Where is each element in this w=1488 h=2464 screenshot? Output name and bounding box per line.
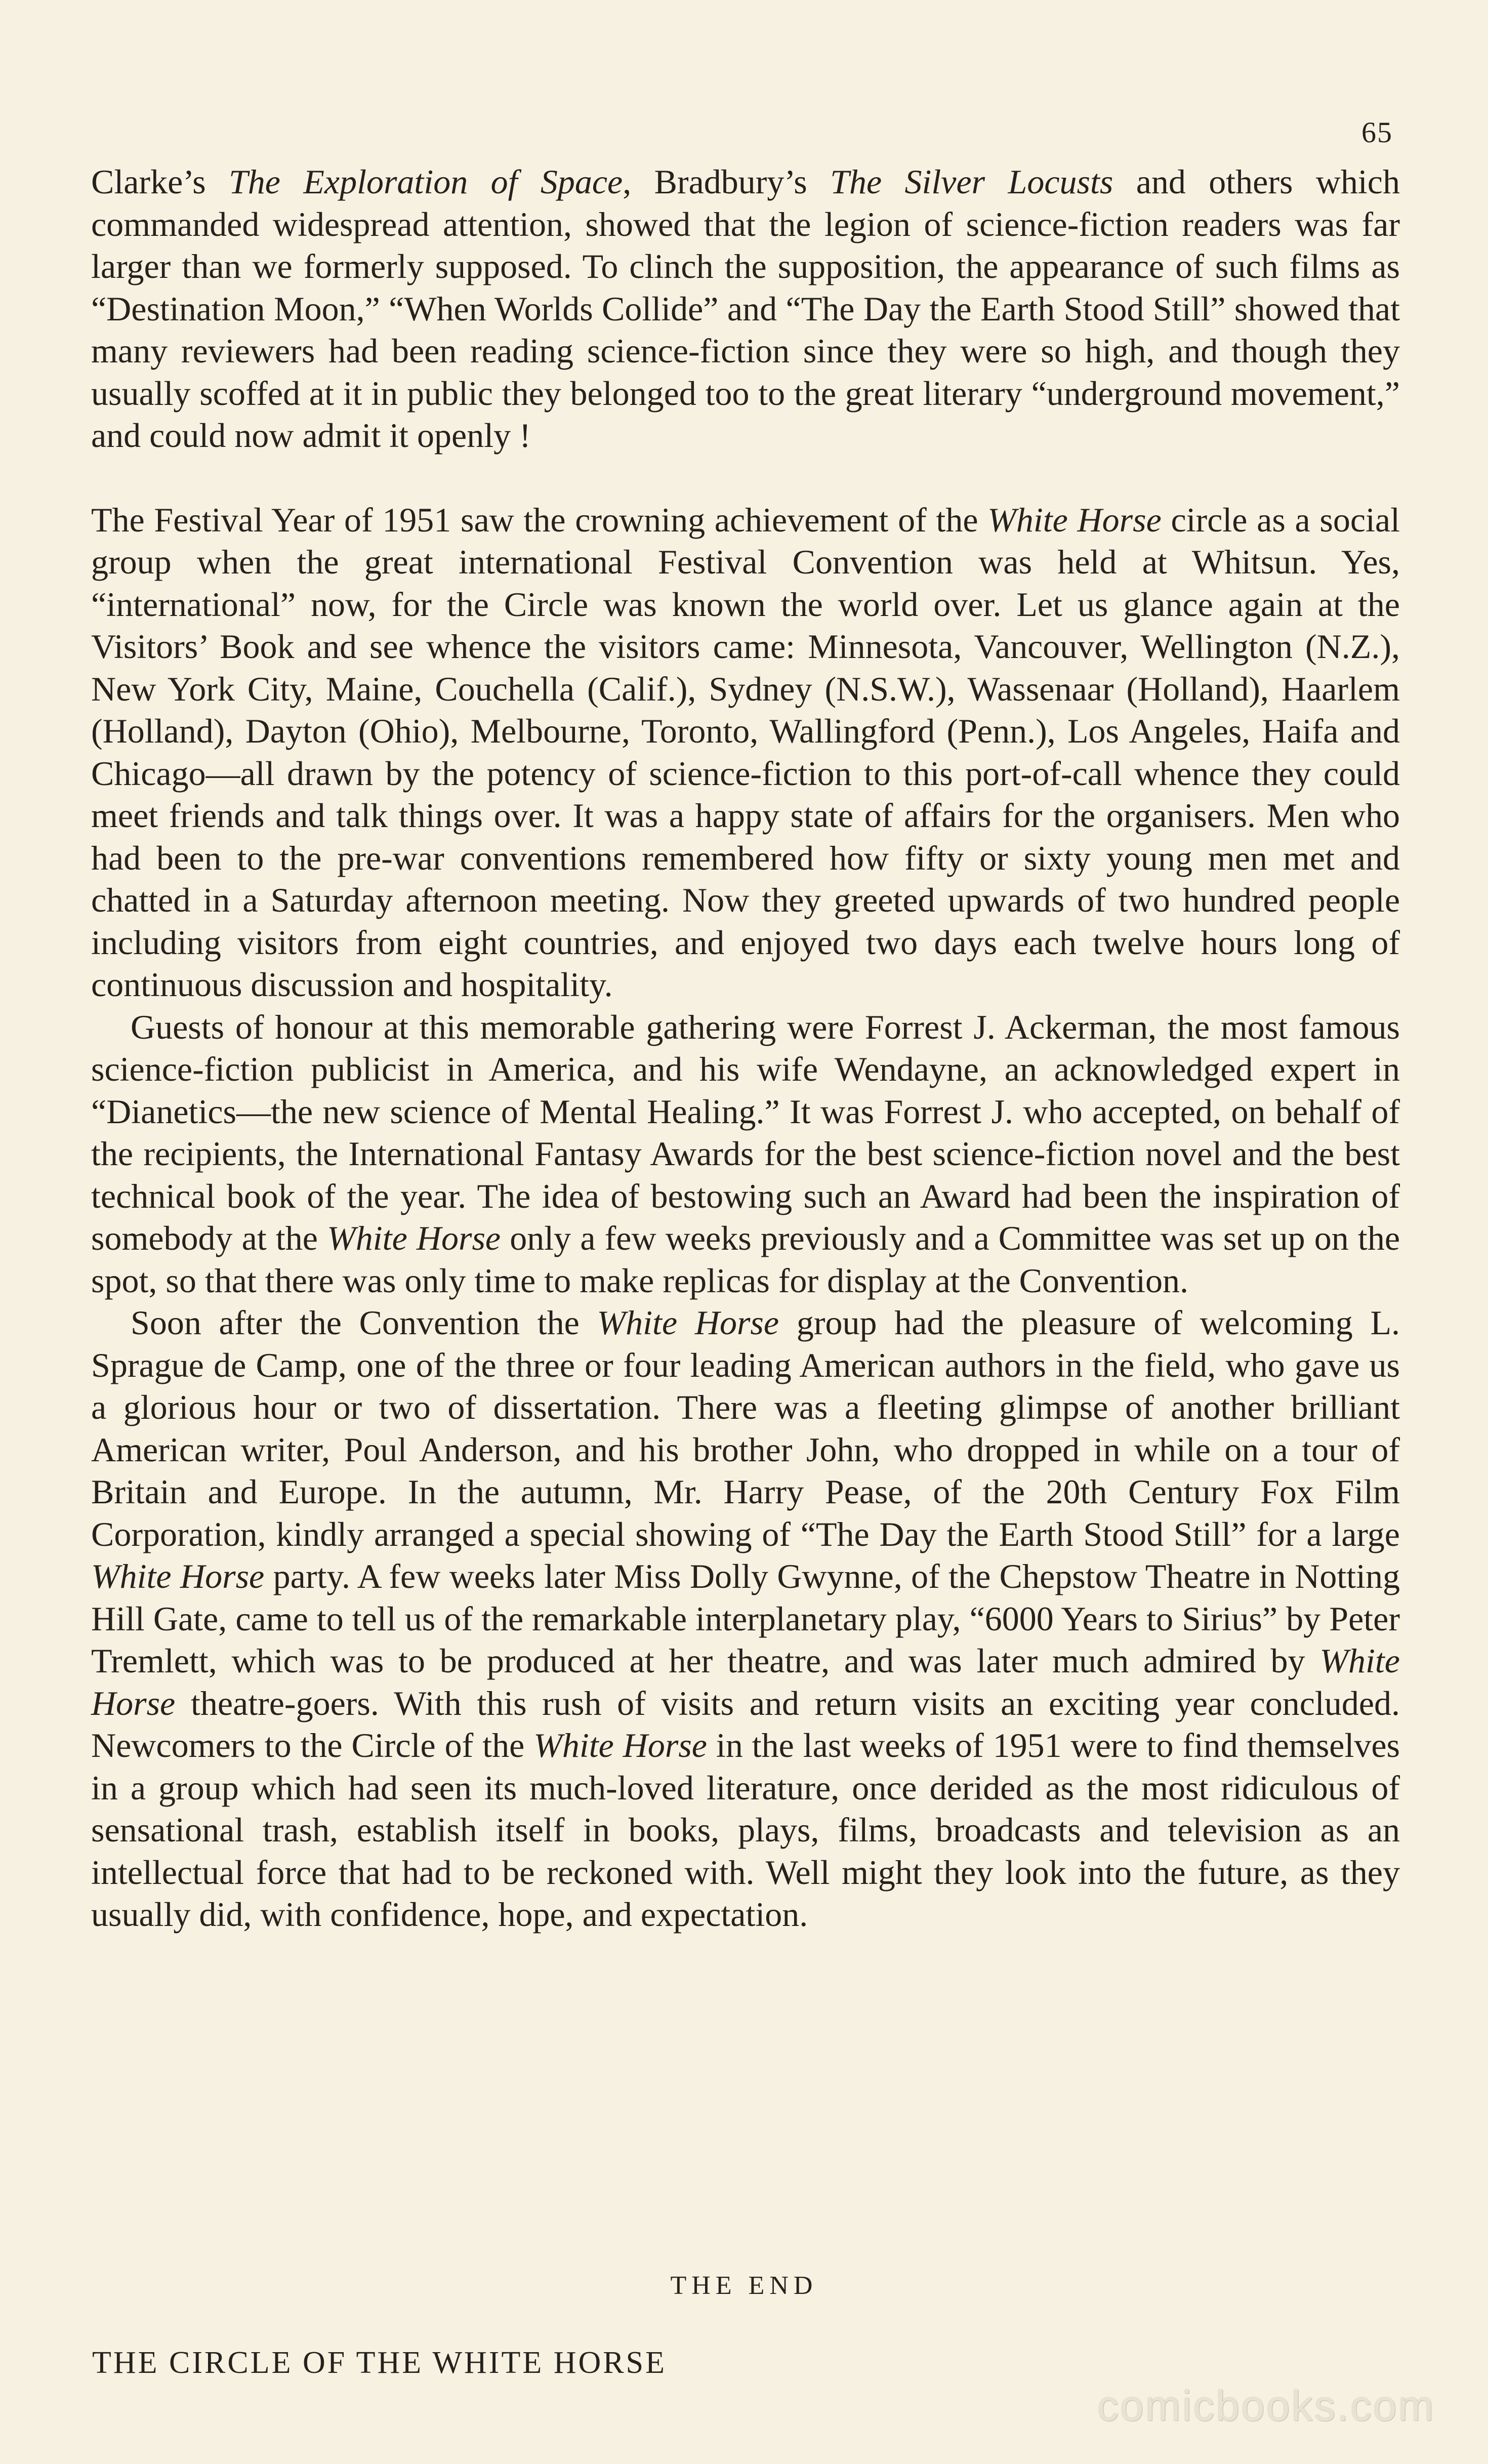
paragraph: [91, 1302, 1400, 1936]
italic-title-text: White Horse: [91, 1557, 265, 1595]
italic-title-text: The Silver Locusts: [830, 162, 1113, 201]
paragraph: [91, 161, 1400, 457]
paragraph-text: Soon after the Convention the: [131, 1303, 597, 1342]
italic-title-text: White Horse: [533, 1726, 707, 1764]
paragraph-text: Guests of honour at this memorable gathering were Forrest J. Ackerman, the most famous science-fiction publicist in America, and his wife Wendayne, an acknowledged expert in “Dianetics—the new science of Mental Healing.” It was Forrest J. who accepted, on behalf of the recipients, the International Fantasy Awards for the best science-fiction novel and the best technical book of the year. The idea of bestowing such an Award had been the inspiration of somebody at the: [91, 1007, 1400, 1257]
watermark: comicbooks.com: [1097, 2382, 1435, 2430]
italic-title-text: White Horse: [597, 1303, 779, 1342]
italic-title-text: White Horse: [91, 1641, 1400, 1722]
paragraph-text: theatre-goers. With this rush of visits and return visits an exciting year concluded. Newcomers to the Circle of the: [91, 1683, 1400, 1764]
body-text: [91, 161, 1400, 1936]
paragraph-text: only a few weeks previously and a Committee was set up on the spot, so that there was only time to make replicas for display at the Convention.: [91, 1219, 1400, 1300]
paragraph-text: The Festival Year of 1951 saw the crowning achievement of the: [91, 500, 988, 539]
paragraph: [91, 1006, 1400, 1302]
italic-title-text: White Horse: [987, 500, 1162, 539]
paragraph-text: and others which commanded widespread attention, showed that the legion of science-fiction readers was far larger than we formerly supposed. To clinch the supposition, the appearance of such films as “Destination Moon,” “When Worlds Collide” and “The Day the Earth Stood Still” showed that many reviewers had been reading science-fiction since they were so high, and though they usually scoffed at it in public they belonged too to the great literary “underground movement,” and could now admit it openly !: [91, 162, 1400, 455]
paragraph-text: group had the pleasure of welcoming L. Sprague de Camp, one of the three or four leading American authors in the field, who gave us a glorious hour or two of dissertation. There was a fleeting glimpse of another brilliant American writer, Poul Anderson, and his brother John, who dropped in while on a tour of Britain and Europe. In the autumn, Mr. Harry Pease, of the 20th Century Fox Film Corporation, kindly arranged a special showing of “The Day the Earth Stood Still” for a large: [91, 1303, 1400, 1553]
paragraph-text: circle as a social group when the great international Festival Convention was held at Whitsun. Yes, “international” now, for the Circle was known the world over. Let us glance again at the Visitors’ Book and see whence the visitors came: Minnesota, Vancouver, Wellington (N.Z.), New York City, Maine, Couchella (Calif.), Sydney (N.S.W.), Wassenaar (Holland), Haarlem (Holland), Dayton (Ohio), Melbourne, Toronto, Wallingford (Penn.), Los Angeles, Haifa and Chicago—all drawn by the potency of science-fiction to this port-of-call whence they could meet friends and talk things over. It was a happy state of affairs for the organisers. Men who had been to the pre-war conventions remembered how fifty or sixty young men met and chatted in a Saturday afternoon meeting. Now they greeted upwards of two hundred people including visitors from eight countries, and enjoyed two days each twelve hours long of continuous discussion and hospitality.: [91, 500, 1400, 1004]
paragraph: [91, 499, 1400, 1006]
paragraph-text: in the last weeks of 1951 were to find themselves in a group which had seen its much-loved literature, once derided as the most ridiculous of sensational trash, establish itself in books, plays, films, broadcasts and television as an intellectual force that had to be reckoned with. Well might they look into the future, as they usually did, with confidence, hope, and expectation.: [91, 1726, 1400, 1934]
paragraph-text: Clarke’s: [91, 162, 229, 201]
page-number: 65: [1361, 116, 1393, 149]
italic-title-text: White Horse: [327, 1219, 501, 1257]
end-marker: THE END: [670, 2271, 818, 2300]
italic-title-text: The Exploration of Space: [228, 162, 623, 201]
paragraph-text: party. A few weeks later Miss Dolly Gwynne, of the Chepstow Theatre in Notting Hill Gate, came to tell us of the remarkable interplanetary play, “6000 Years to Sirius” by Peter Tremlett, which was to be produced at her theatre, and was later much admired by: [91, 1557, 1400, 1680]
paragraph-text: , Bradbury’s: [623, 162, 831, 201]
running-footer: THE CIRCLE OF THE WHITE HORSE: [92, 2346, 667, 2380]
